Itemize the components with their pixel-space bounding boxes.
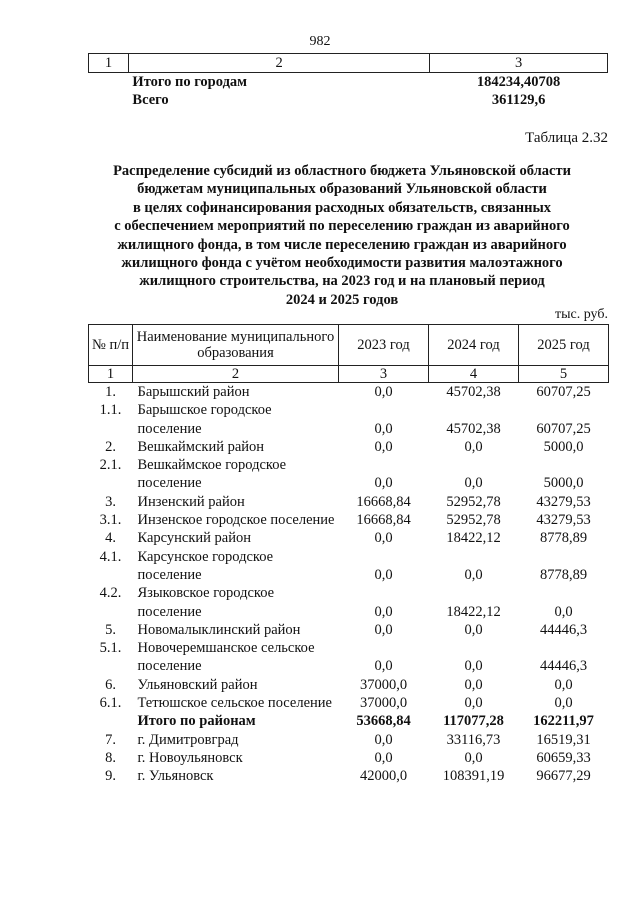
title-line: жилищного строительства, на 2023 год и на плановый период — [139, 273, 545, 290]
title-line: Распределение субсидий из областного бюджета Ульяновской области — [113, 163, 571, 179]
table-row — [89, 767, 609, 785]
unit-label: тыс. руб. — [555, 307, 608, 322]
municipality-name: г. Ульяновск — [137, 768, 214, 785]
value-2024: 18422,12 — [446, 530, 501, 547]
municipality-name: Тетюшское сельское поселение — [137, 695, 332, 712]
value-2025: 96677,29 — [536, 768, 591, 785]
previous-table-col-3: 3 — [430, 54, 608, 73]
value-2024: 0,0 — [464, 438, 483, 455]
previous-table-header-row — [89, 54, 608, 73]
municipality-name: Ульяновский район — [137, 676, 258, 693]
municipality-name: Барышский район — [137, 384, 250, 400]
municipality-name: Инзенское городское поселение — [137, 512, 335, 529]
title-line: с обеспечением мероприятий по переселению граждан из аварийного — [114, 218, 570, 235]
value-2024: 0,0 — [464, 566, 483, 583]
municipality-name: Вешкаймский район — [137, 438, 265, 455]
row-number: 2. — [105, 438, 116, 455]
row-number: 8. — [105, 749, 116, 766]
cities-total-value: 184234,40708 — [476, 73, 561, 90]
table-row — [89, 493, 609, 511]
municipality-name: Барышское городское поселение — [137, 402, 272, 437]
previous-table-end — [88, 53, 608, 109]
header-municipality: Наименование муниципального образования — [133, 325, 339, 366]
table-row — [89, 456, 609, 493]
value-2023: 16668,84 — [356, 512, 411, 529]
value-2023: 0,0 — [374, 658, 393, 675]
table-row — [89, 731, 609, 749]
value-2025: 0,0 — [554, 695, 573, 712]
table-row — [89, 529, 609, 547]
table-row — [89, 401, 609, 438]
value-2023: 42000,0 — [359, 768, 408, 785]
row-number: 5.1. — [99, 640, 122, 657]
row-number: 9. — [105, 768, 116, 785]
table-row — [89, 548, 609, 585]
municipality-name: Карсунское городское поселение — [137, 548, 274, 583]
row-number: 4. — [105, 530, 116, 547]
table-header-row — [89, 325, 609, 366]
column-number: 4 — [429, 366, 519, 383]
grand-total-row — [89, 91, 608, 109]
value-2024: 52952,78 — [446, 512, 501, 529]
row-number: 3.1. — [99, 512, 122, 529]
document-title — [88, 162, 596, 309]
value-2024: 33116,73 — [446, 731, 501, 748]
value-2025: 60707,25 — [536, 384, 591, 400]
table-row — [89, 438, 609, 456]
value-2025: 44446,3 — [539, 658, 588, 675]
value-2024: 0,0 — [464, 621, 483, 638]
value-2024: 108391,19 — [442, 768, 505, 785]
value-2023: 37000,0 — [359, 695, 408, 712]
table-row — [89, 584, 609, 621]
column-number: 3 — [339, 366, 429, 383]
previous-table-col-2: 2 — [128, 54, 429, 73]
table-row — [89, 694, 609, 712]
grand-total-value: 361129,6 — [491, 91, 546, 108]
value-2024: 0,0 — [464, 658, 483, 675]
row-number: 1. — [105, 384, 116, 400]
value-2025: 60659,33 — [536, 749, 591, 766]
header-2023: 2023 год — [339, 325, 429, 366]
title-line: жилищного фонда с учётом необходимости развития малоэтажного — [121, 255, 563, 272]
value-2025: 44446,3 — [539, 621, 588, 638]
value-2023: 0,0 — [374, 530, 393, 547]
title-line: бюджетам муниципальных образований Ульяновской области — [137, 181, 547, 198]
header-2025: 2025 год — [519, 325, 609, 366]
municipality-name: Инзенский район — [137, 493, 245, 510]
value-2025: 0,0 — [554, 676, 573, 693]
row-number: 2.1. — [99, 457, 122, 474]
value-2024: 0,0 — [464, 475, 483, 492]
grand-total-label: Всего — [132, 91, 169, 108]
municipality-name: Карсунский район — [137, 530, 252, 547]
previous-table-col-1: 1 — [89, 54, 129, 73]
districts-total-row — [89, 712, 609, 730]
cities-total-label: Итого по городам — [132, 73, 248, 90]
column-number: 2 — [133, 366, 339, 383]
value-2023: 0,0 — [374, 749, 393, 766]
title-line: жилищного фонда, в том числе переселению граждан из аварийного — [117, 236, 567, 253]
title-line: 2024 и 2025 годов — [285, 291, 399, 308]
value-2025: 5000,0 — [543, 438, 584, 455]
table-row — [89, 639, 609, 676]
value-2024: 0,0 — [464, 695, 483, 712]
municipality-name: г. Димитровград — [137, 731, 239, 748]
value-2023: 0,0 — [374, 566, 393, 583]
value-2024: 0,0 — [464, 749, 483, 766]
municipality-name: Языковское городское поселение — [137, 585, 275, 620]
value-2024: 45702,38 — [446, 420, 501, 437]
value-2023: 0,0 — [374, 475, 393, 492]
value-2025: 43279,53 — [536, 512, 591, 529]
value-2023: 0,0 — [374, 603, 393, 620]
value-2023: 16668,84 — [356, 493, 411, 510]
row-number: 3. — [105, 493, 116, 510]
municipality-name: г. Новоульяновск — [137, 749, 243, 766]
value-2025: 8778,89 — [539, 530, 588, 547]
value-2025: 162211,97 — [533, 713, 594, 730]
value-2025: 8778,89 — [539, 566, 588, 583]
cities-total-row — [89, 73, 608, 92]
value-2023: 0,0 — [374, 621, 393, 638]
title-line: в целях софинансирования расходных обязательств, связанных — [132, 199, 552, 216]
municipality-name: Новомалыклинский район — [137, 621, 301, 638]
value-2024: 45702,38 — [446, 384, 501, 400]
value-2023: 53668,84 — [356, 713, 411, 730]
row-number — [89, 712, 133, 730]
value-2025: 16519,31 — [536, 731, 591, 748]
row-number: 4.2. — [99, 585, 122, 602]
row-number: 5. — [105, 621, 116, 638]
column-number: 1 — [89, 366, 133, 383]
table-row — [89, 383, 609, 402]
value-2023: 0,0 — [374, 438, 393, 455]
table-row — [89, 511, 609, 529]
value-2024: 52952,78 — [446, 493, 501, 510]
municipality-name: Вешкаймское городское поселение — [137, 457, 287, 492]
row-number: 6.1. — [99, 695, 122, 712]
value-2025: 0,0 — [554, 603, 573, 620]
value-2025: 5000,0 — [543, 475, 584, 492]
column-number: 5 — [519, 366, 609, 383]
value-2023: 37000,0 — [359, 676, 408, 693]
value-2023: 0,0 — [374, 420, 393, 437]
row-number: 4.1. — [99, 548, 122, 565]
table-row — [89, 676, 609, 694]
subsidy-table — [88, 324, 609, 786]
page-number: 982 — [309, 34, 331, 49]
municipality-name: Итого по районам — [137, 713, 256, 730]
value-2023: 0,0 — [374, 384, 393, 400]
value-2024: 0,0 — [464, 676, 483, 693]
municipality-name: Новочеремшанское сельское поселение — [137, 640, 315, 675]
value-2024: 117077,28 — [443, 713, 504, 730]
row-number: 7. — [105, 731, 116, 748]
table-row — [89, 749, 609, 767]
value-2024: 18422,12 — [446, 603, 501, 620]
value-2025: 60707,25 — [536, 420, 591, 437]
header-2024: 2024 год — [429, 325, 519, 366]
value-2023: 0,0 — [374, 731, 393, 748]
header-number: № п/п — [89, 325, 133, 366]
row-number: 1.1. — [99, 402, 122, 419]
table-label: Таблица 2.32 — [525, 130, 608, 146]
column-numbers-row — [89, 366, 609, 383]
table-row — [89, 621, 609, 639]
row-number: 6. — [105, 676, 116, 693]
value-2025: 43279,53 — [536, 493, 591, 510]
